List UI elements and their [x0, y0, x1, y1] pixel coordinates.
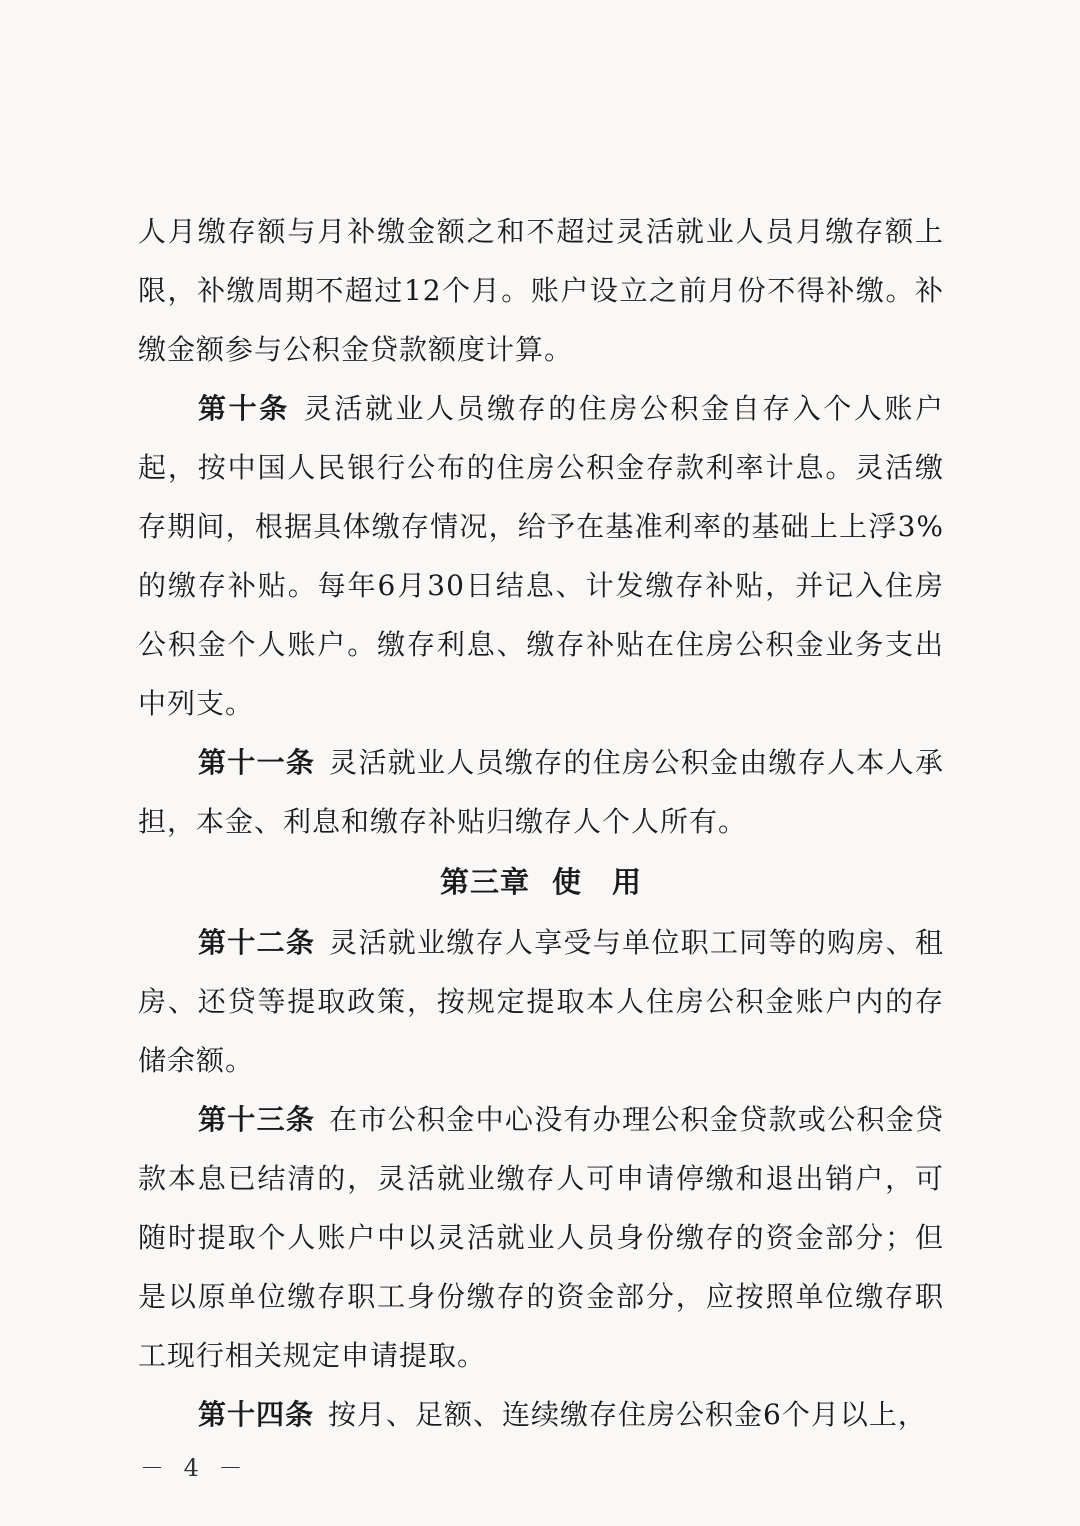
- paragraph-continuation: [138, 202, 944, 379]
- article-text: 灵活就业人员缴存的住房公积金由缴存人本人承担，本金、利息和缴存补贴归缴存人个人所有。: [138, 746, 944, 838]
- article-number: 第十一条: [198, 746, 316, 779]
- article-text: 在市公积金中心没有办理公积金贷款或公积金贷款本息已结清的，灵活就业缴存人可申请停缴和退出销户，可随时提取个人账户中以灵活就业人员身份缴存的资金部分；但是以原单位缴存职工身份缴存的资金部分，应按照单位缴存职工现行相关规定申请提取。: [138, 1103, 944, 1372]
- document-body: [138, 202, 944, 1444]
- chapter-number: 第三章: [439, 865, 530, 899]
- article-number: 第十三条: [198, 1103, 316, 1136]
- article-text: 按月、足额、连续缴存住房公积金6个月以上，: [328, 1398, 927, 1431]
- article-number: 第十二条: [198, 926, 316, 959]
- article-12: [138, 913, 944, 1090]
- article-text: 灵活就业人员缴存的住房公积金自存入个人账户起，按中国人民银行公布的住房公积金存款利率计息。灵活缴存期间，根据具体缴存情况，给予在基准利率的基础上上浮3%的缴存补贴。每年6月30日结息、计发缴存补贴，并记入住房公积金个人账户。缴存利息、缴存补贴在住房公积金业务支出中列支。: [138, 392, 944, 720]
- paragraph-text: 人月缴存额与月补缴金额之和不超过灵活就业人员月缴存额上限，补缴周期不超过12个月。账户设立之前月份不得补缴。补缴金额参与公积金贷款额度计算。: [138, 215, 944, 366]
- article-number: 第十条: [198, 392, 290, 425]
- chapter-heading: [138, 851, 944, 913]
- article-number: 第十四条: [198, 1398, 315, 1431]
- article-11: [138, 733, 944, 851]
- chapter-title: 使 用: [552, 865, 643, 899]
- page-number: － 4 －: [140, 1454, 249, 1482]
- article-14: [138, 1385, 944, 1444]
- article-13: [138, 1090, 944, 1385]
- article-text: 灵活就业缴存人享受与单位职工同等的购房、租房、还贷等提取政策，按规定提取本人住房公积金账户内的存储余额。: [138, 926, 944, 1077]
- article-10: [138, 379, 944, 733]
